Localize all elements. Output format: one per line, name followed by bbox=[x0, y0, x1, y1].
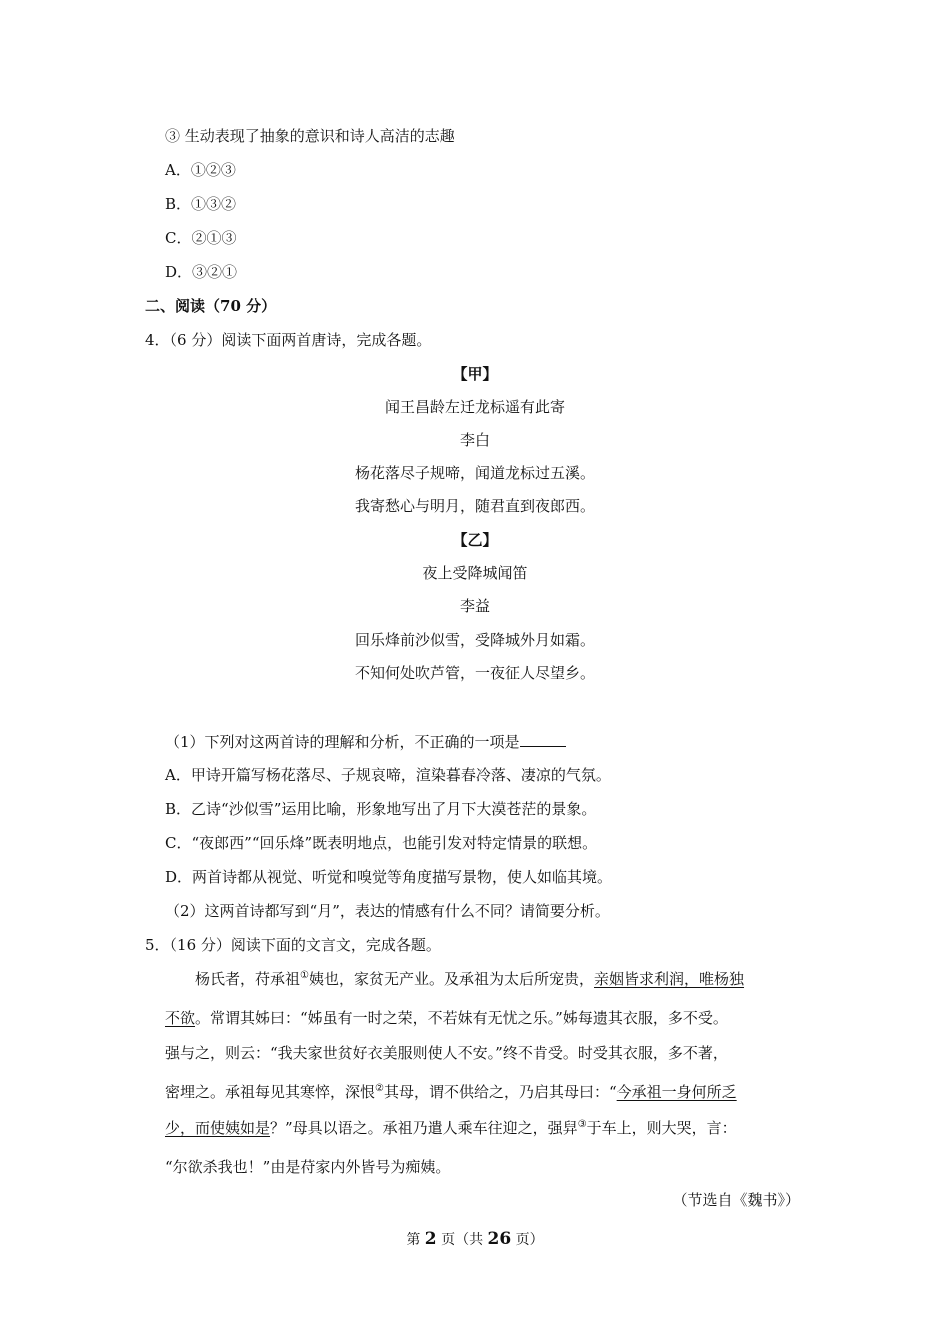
passage-line-3: 强与之，则云：“我夫家世贫好衣美服则使人不安。”终不肯受。时受其衣服，多不著， bbox=[165, 1044, 728, 1062]
passage-line-6: “尔欲杀我也！”由是苻家内外皆号为痴姨。 bbox=[165, 1158, 451, 1176]
passage-text: 杨氏者，苻承祖 bbox=[195, 970, 301, 988]
q4-sub1-option-c: C．“夜郎西”“回乐烽”既表明地点，也能引发对特定情景的联想。 bbox=[165, 834, 598, 852]
poem-b-author: 李益 bbox=[459, 597, 490, 615]
poem-a-title: 闻王昌龄左迁龙标遥有此寄 bbox=[384, 398, 565, 416]
footnote-marker: ② bbox=[375, 1083, 384, 1094]
q3-option-a bbox=[165, 160, 236, 180]
option-letter: B． bbox=[165, 195, 192, 213]
poem-b-line-2: 不知何处吹芦管，一夜征人尽望乡。 bbox=[354, 664, 595, 682]
poem-b-title: 夜上受降城闻笛 bbox=[422, 564, 528, 582]
q4-sub1-option-a: A．甲诗开篇写杨花落尽、子规哀啼，渲染暮春冷落、凄凉的气氛。 bbox=[165, 766, 611, 784]
q4-sub1-text: （1）下列对这两首诗的理解和分析，不正确的一项是 bbox=[165, 733, 520, 751]
section-heading: 二、阅读（70 分） bbox=[145, 297, 277, 315]
q4-sub1 bbox=[165, 731, 566, 752]
page-number: 2 bbox=[424, 1229, 437, 1249]
option-text: ②①③ bbox=[191, 229, 237, 247]
passage-text: 其母，谓不供给之，乃启其母曰：“ bbox=[383, 1083, 617, 1101]
option-text: ③②① bbox=[192, 263, 238, 281]
passage-line-2 bbox=[165, 1008, 728, 1028]
passage-text: 密埋之。承祖每见其寒悴，深恨 bbox=[165, 1083, 376, 1101]
passage-text: 姨也，家贫无产业。及承祖为太后所宠贵， bbox=[308, 970, 594, 988]
footnote-marker: ① bbox=[300, 970, 309, 981]
page-footer bbox=[0, 1229, 950, 1250]
poem-a-line-1: 杨花落尽子规啼，闻道龙标过五溪。 bbox=[354, 464, 595, 482]
footer-text: 页） bbox=[511, 1232, 544, 1248]
option-letter: D． bbox=[165, 263, 193, 281]
q4-sub1-option-b: B．乙诗“沙似雪”运用比喻，形象地写出了月下大漠苍茫的景象。 bbox=[165, 800, 597, 818]
q3-item3: ③ 生动表现了抽象的意识和诗人高洁的志趣 bbox=[165, 127, 455, 145]
passage-line-1 bbox=[195, 969, 744, 989]
q5-intro: 5．（16 分）阅读下面的文言文，完成各题。 bbox=[145, 936, 441, 954]
q4-sub2: （2）这两首诗都写到“月”，表达的情感有什么不同？请简要分析。 bbox=[165, 902, 610, 920]
passage-line-4 bbox=[165, 1082, 737, 1102]
underlined-sentence: 今承祖一身何所乏 bbox=[616, 1083, 737, 1101]
passage-source: （节选自《魏书》） bbox=[672, 1191, 800, 1209]
answer-blank bbox=[520, 731, 566, 747]
option-text: ①②③ bbox=[190, 161, 236, 179]
footer-text: 第 bbox=[406, 1232, 425, 1248]
underlined-sentence: 少，而使姨如是 bbox=[165, 1119, 271, 1137]
option-text: ①③② bbox=[191, 195, 237, 213]
poem-a-author: 李白 bbox=[459, 431, 490, 449]
q3-option-c bbox=[165, 228, 237, 248]
footer-text: 页（共 bbox=[436, 1232, 488, 1248]
poem-a-label: 【甲】 bbox=[452, 365, 498, 383]
footnote-marker: ③ bbox=[577, 1119, 587, 1130]
passage-text: 。常谓其姊曰：“姊虽有一时之荣，不若妹有无忧之乐。”姊每遗其衣服，多不受。 bbox=[195, 1009, 728, 1027]
passage-line-5 bbox=[165, 1118, 737, 1138]
q3-option-b bbox=[165, 194, 236, 214]
q3-option-d bbox=[165, 262, 237, 282]
option-letter: A． bbox=[165, 161, 191, 179]
passage-text: ？”母具以语之。承祖乃遣人乘车往迎之，强舁 bbox=[270, 1119, 578, 1137]
passage-text: 于车上，则大哭，言： bbox=[586, 1119, 737, 1137]
q4-intro: 4．（6 分）阅读下面两首唐诗，完成各题。 bbox=[145, 331, 432, 349]
q4-sub1-option-d: D．两首诗都从视觉、听觉和嗅觉等角度描写景物，使人如临其境。 bbox=[165, 868, 613, 886]
page-total: 26 bbox=[487, 1229, 512, 1249]
underlined-sentence: 亲姻皆求利润，唯杨独 bbox=[594, 970, 745, 988]
poem-b-line-1: 回乐烽前沙似雪，受降城外月如霜。 bbox=[354, 631, 595, 649]
underlined-sentence: 不欲 bbox=[165, 1009, 196, 1027]
poem-a-line-2: 我寄愁心与明月，随君直到夜郎西。 bbox=[354, 497, 595, 515]
option-letter: C． bbox=[165, 229, 192, 247]
poem-b-label: 【乙】 bbox=[452, 531, 498, 549]
